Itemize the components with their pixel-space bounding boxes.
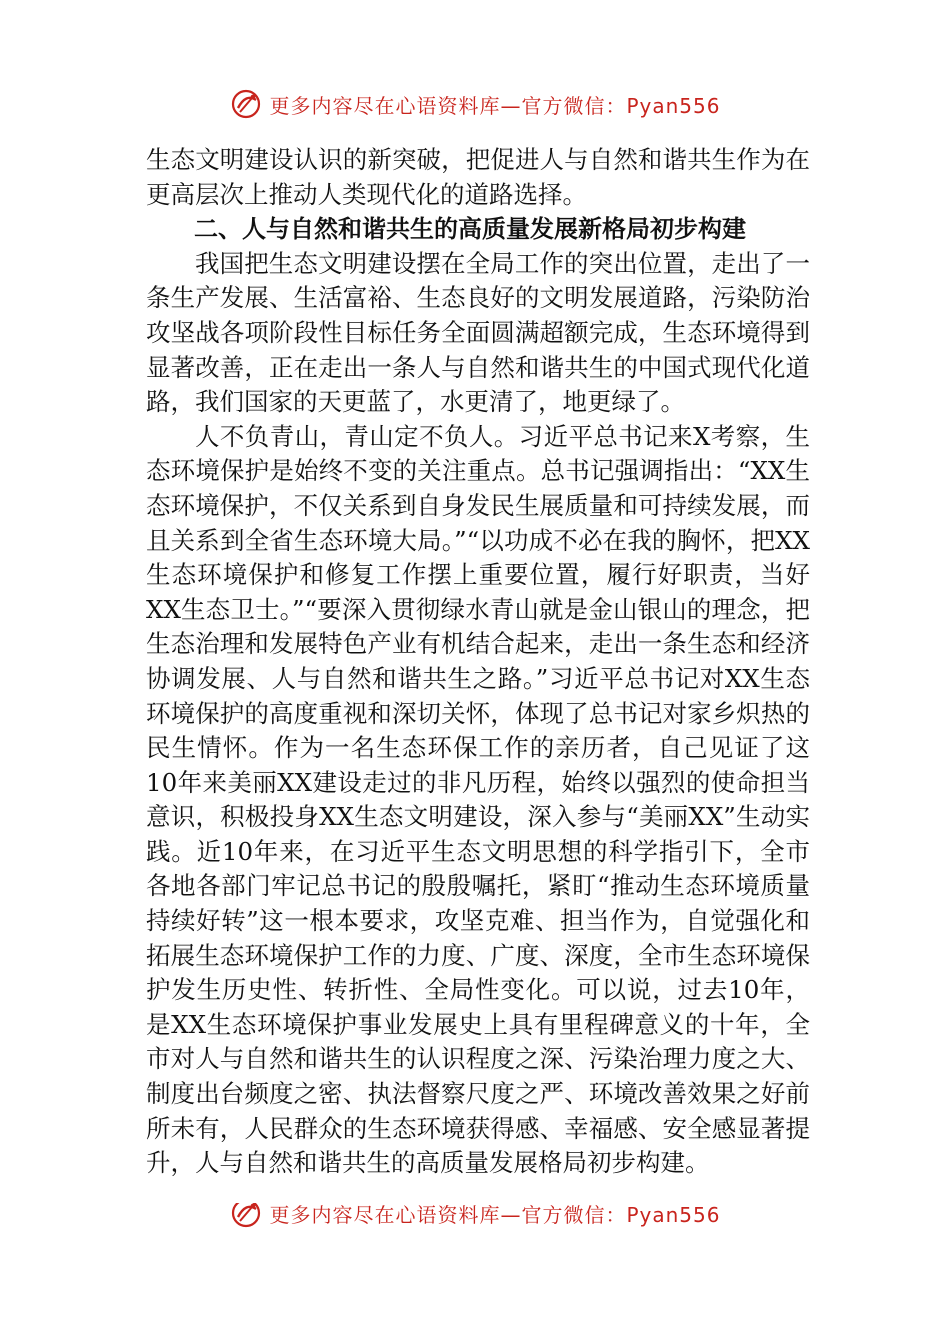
document-body xyxy=(146,143,810,1181)
paragraph: 人不负青山，青山定不负人。习近平总书记来X考察，生态环境保护是始终不变的关注重点。总书记强调指出：“XX生态环境保护，不仅关系到自身发民生展质量和可持续发展，而且关系到全省生态环境大局。”“以功成不必在我的胸怀，把XX生态环境保护和修复工作摆上重要位置，履行好职责，当好XX生态卫士。”“要深入贯彻绿水青山就是金山银山的理念，把生态治理和发展特色产业有机结合起来，走出一条生态和经济协调发展、人与自然和谐共生之路。”习近平总书记对XX生态环境保护的高度重视和深切关怀，体现了总书记对家乡炽热的民生情怀。作为一名生态环保工作的亲历者，自己见证了这10年来美丽XX建设走过的非凡历程，始终以强烈的使命担当意识，积极投身XX生态文明建设，深入参与“美丽XX”生动实践。近10年来，在习近平生态文明思想的科学指引下，全市各地各部门牢记总书记的殷殷嘱托，紧盯“推动生态环境质量持续好转”这一根本要求，攻坚克难、担当作为，自觉强化和拓展生态环境保护工作的力度、广度、深度，全市生态环境保护发生历史性、转折性、全局性变化。可以说，过去10年，是XX生态环境保护事业发展史上具有里程碑意义的十年，全市对人与自然和谐共生的认识程度之深、污染治理力度之大、制度出台频度之密、执法督察尺度之严、环境改善效果之好前所未有，人民群众的生态环境获得感、幸福感、安全感显著提升，人与自然和谐共生的高质量发展格局初步构建。 xyxy=(146,421,810,1178)
paragraph-continued: 生态文明建设认识的新突破，把促进人与自然和谐共生作为在更高层次上推动人类现代化的道路选择。 xyxy=(146,145,810,209)
watermark-banner-top xyxy=(0,84,950,124)
brand-logo-icon xyxy=(229,1203,263,1230)
watermark-text: 更多内容尽在心语资料库—官方微信：Pyan556 xyxy=(269,93,721,118)
paragraph: 我国把生态文明建设摆在全局工作的突出位置，走出了一条生产发展、生活富裕、生态良好的文明发展道路，污染防治攻坚战各项阶段性目标任务全面圆满超额完成，生态环境得到显著改善，正在走出一条人与自然和谐共生的中国式现代化道路，我们国家的天更蓝了，水更清了，地更绿了。 xyxy=(146,248,810,417)
watermark-text: 更多内容尽在心语资料库—官方微信：Pyan556 xyxy=(269,1203,721,1227)
brand-logo-icon xyxy=(229,87,263,121)
section-heading: 二、人与自然和谐共生的高质量发展新格局初步构建 xyxy=(194,215,746,244)
watermark-banner-bottom xyxy=(0,1203,950,1239)
